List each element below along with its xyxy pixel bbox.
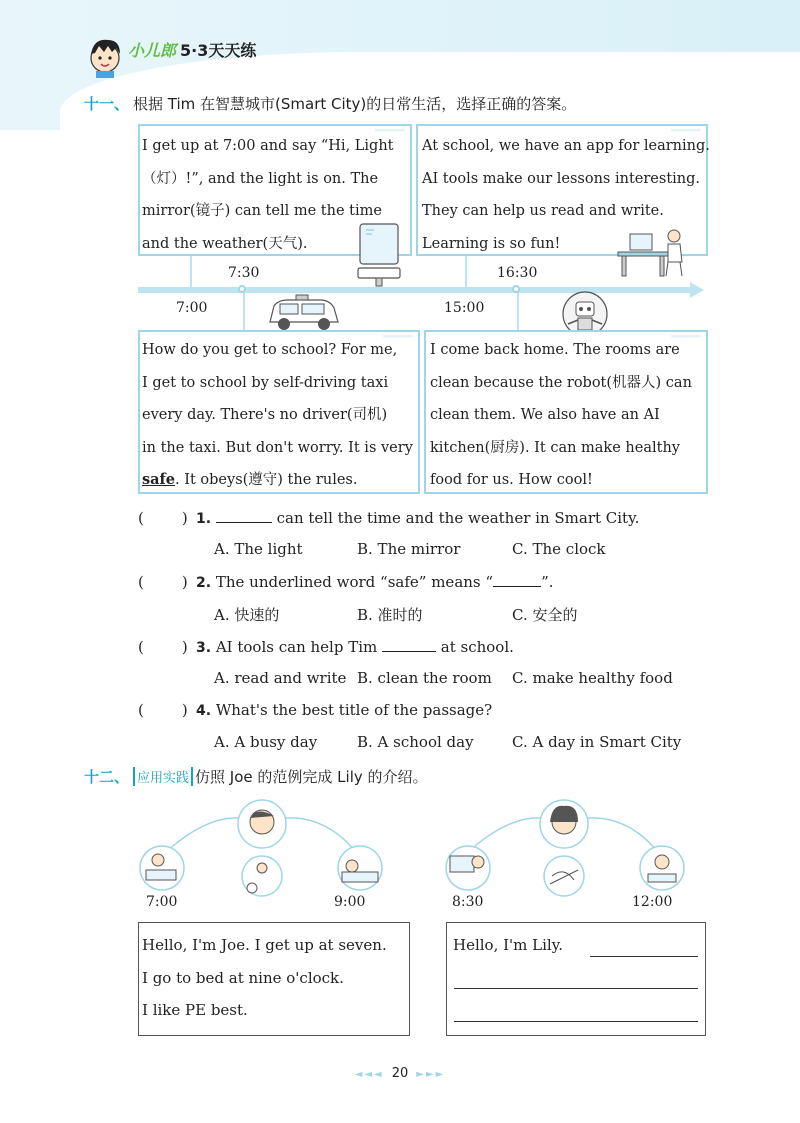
underlined-word: safe: [142, 471, 176, 488]
joe-activity-diagram: [136, 796, 400, 902]
lily-time-left: 8:30: [452, 894, 484, 910]
answer-paren: ( ): [138, 701, 188, 719]
card-taxi: [138, 330, 420, 494]
card-home-line: clean them. We also have an AI: [430, 407, 660, 423]
question-1: [138, 508, 639, 527]
question-text: What's the best title of the passage?: [215, 701, 493, 719]
card-taxi-line: in the taxi. But don't worry. It is very: [142, 439, 413, 456]
card-decor-arrows: »»»»»»»»»»»: [382, 333, 412, 340]
joe-intro-box: [138, 922, 410, 1036]
card-taxi-line: I get to school by self-driving taxi: [142, 374, 389, 391]
card-morning-line: （灯）!”, and the light is on. The: [142, 170, 379, 187]
time-label: 7:00: [176, 300, 208, 316]
mirror-sink-icon: [356, 222, 402, 288]
footer-right-arrows-icon: ►►►: [416, 1069, 446, 1080]
timeline-dot: [238, 285, 246, 293]
card-taxi-line: [142, 464, 418, 497]
card-decor-arrows: »»»»»»»»»»»: [374, 127, 404, 134]
lily-intro-start: Hello, I'm Lily.: [453, 936, 563, 954]
card-home-line: food for us. How cool!: [430, 472, 593, 488]
brand-series: 5·3天天练: [180, 41, 257, 60]
question-text-end: at school.: [436, 638, 514, 656]
timeline-dot: [512, 285, 520, 293]
card-school-line: They can help us read and write.: [422, 203, 664, 219]
question-3: [138, 637, 514, 656]
card-taxi-line: every day. There's no driver(司机): [142, 407, 388, 423]
answer-blank[interactable]: [493, 572, 541, 587]
question-text: The underlined word “safe” means “: [215, 573, 494, 591]
card-home-line: clean because the robot(机器人) can: [430, 374, 692, 391]
lily-intro-box[interactable]: [446, 922, 706, 1036]
brand-name: 小儿郎: [128, 41, 177, 60]
joe-intro-line: Hello, I'm Joe. I get up at seven.: [142, 936, 387, 954]
option: B. clean the room: [357, 669, 492, 687]
option: C. make healthy food: [512, 669, 673, 687]
computer-desk-icon: [616, 222, 690, 278]
card-taxi-line-rest: . It obeys(遵守) the rules.: [175, 472, 358, 488]
timeline-bar: [138, 287, 698, 293]
question-number: 3.: [196, 640, 212, 656]
option: B. 准时的: [357, 606, 423, 624]
page-number: 20: [391, 1066, 409, 1081]
card-decor-arrows: »»»»»»»»»»»: [670, 127, 700, 134]
footer: [0, 1066, 800, 1081]
option: A. read and write: [214, 669, 347, 687]
writing-line[interactable]: [590, 956, 698, 957]
answer-paren: ( ): [138, 509, 188, 527]
option: C. 安全的: [512, 606, 578, 624]
time-label: 16:30: [497, 265, 538, 281]
timeline-arrow-icon: [690, 282, 704, 298]
option: A. The light: [214, 540, 303, 558]
option: B. A school day: [357, 733, 474, 751]
writing-line[interactable]: [454, 1021, 698, 1022]
card-home-line: kitchen(厨房). It can make healthy: [430, 439, 680, 456]
question-4: [138, 701, 492, 719]
question-text: can tell the time and the weather in Smart City.: [271, 509, 640, 527]
question-number: 4.: [196, 703, 212, 719]
timeline-connector: [517, 290, 519, 330]
option: B. The mirror: [357, 540, 461, 558]
card-school-line: At school, we have an app for learning.: [422, 138, 710, 154]
joe-time-left: 7:00: [146, 894, 178, 910]
answer-paren: ( ): [138, 638, 188, 656]
self-driving-car-icon: [266, 294, 340, 334]
card-morning-line: I get up at 7:00 and say “Hi, Light: [142, 138, 394, 154]
card-taxi-line: How do you get to school? For me,: [142, 342, 398, 358]
time-label: 15:00: [444, 300, 485, 316]
section-12-number: 十二、: [84, 768, 130, 786]
answer-blank[interactable]: [382, 637, 436, 652]
writing-line[interactable]: [454, 988, 698, 989]
brand: [128, 38, 256, 61]
card-school-line: Learning is so fun!: [422, 235, 561, 252]
card-morning-line: mirror(镜子) can tell me the time: [142, 203, 382, 219]
card-school-line: AI tools make our lessons interesting.: [422, 170, 701, 187]
question-number: 1.: [196, 511, 212, 527]
section-11-title: [84, 93, 576, 114]
option: C. A day in Smart City: [512, 733, 682, 751]
question-number: 2.: [196, 575, 212, 591]
joe-time-right: 9:00: [334, 894, 366, 910]
section-12-title: [84, 766, 428, 787]
section-11-instruction: 根据 Tim 在智慧城市(Smart City)的日常生活，选择正确的答案。: [133, 95, 577, 113]
section-11-number: 十一、: [84, 95, 130, 113]
timeline-connector: [465, 256, 467, 290]
timeline-connector: [190, 256, 192, 290]
card-home-line: I come back home. The rooms are: [430, 342, 680, 358]
mascot-icon: [84, 34, 126, 78]
question-text-end: ”.: [541, 573, 554, 591]
question-2: [138, 572, 554, 591]
footer-left-arrows-icon: ◄◄◄: [354, 1069, 384, 1080]
question-text: AI tools can help Tim: [215, 638, 382, 656]
lily-time-right: 12:00: [632, 894, 673, 910]
option: A. A busy day: [214, 733, 318, 751]
section-12-instruction: 仿照 Joe 的范例完成 Lily 的介绍。: [195, 768, 428, 786]
answer-blank[interactable]: [216, 508, 272, 523]
timeline-connector: [243, 290, 245, 330]
option: A. 快速的: [214, 606, 280, 624]
answer-paren: ( ): [138, 573, 188, 591]
option: C. The clock: [512, 540, 606, 558]
joe-intro-line: I go to bed at nine o'clock.: [142, 968, 344, 987]
section-12-tag: 应用实践: [133, 767, 193, 786]
card-morning-line: and the weather(天气).: [142, 235, 308, 252]
card-home: [424, 330, 708, 494]
lily-activity-diagram: [438, 796, 702, 902]
joe-intro-line: I like PE best.: [142, 1001, 248, 1019]
time-label: 7:30: [228, 265, 260, 281]
card-decor-arrows: »»»»»»»»»»»: [670, 333, 700, 340]
